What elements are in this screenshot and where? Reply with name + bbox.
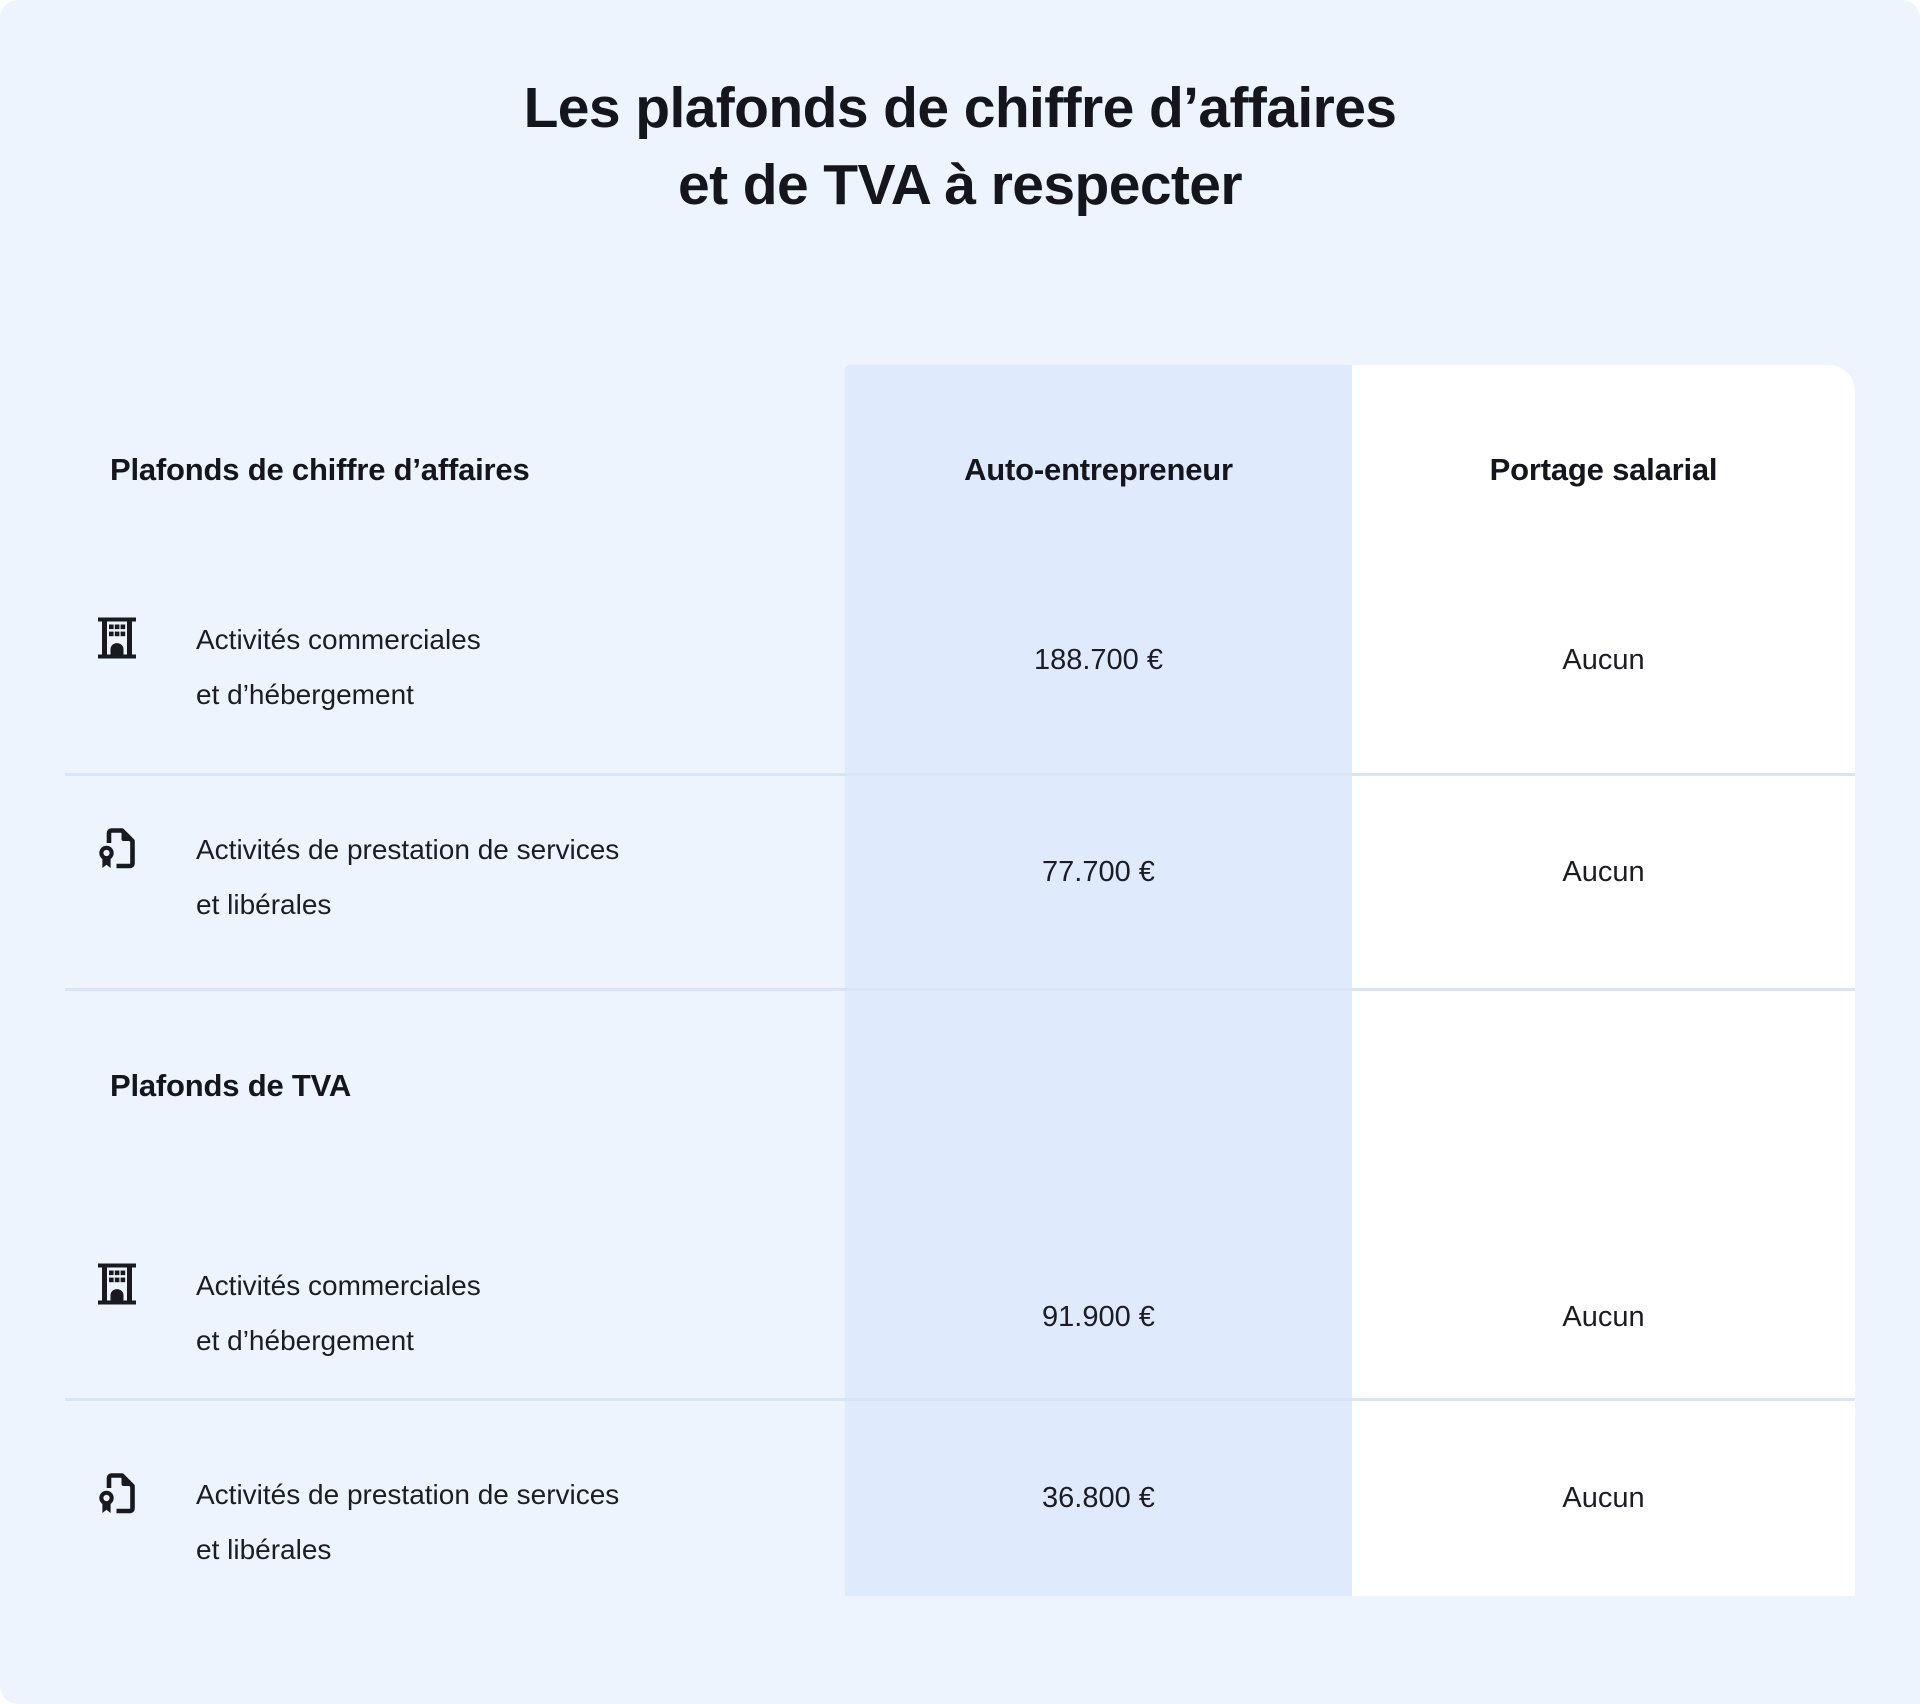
portage-salarial-column-background — [1352, 365, 1855, 1596]
auto-entrepreneur-column-background — [845, 365, 1352, 1596]
row-divider — [65, 988, 1855, 991]
building-icon — [93, 1260, 141, 1308]
row-divider — [65, 773, 1855, 776]
row-label-line2: et d’hébergement — [196, 679, 414, 710]
row-label-line2: et libérales — [196, 1534, 332, 1565]
row-label-prestation-services — [196, 1467, 619, 1577]
section-heading-chiffre-affaires: Plafonds de chiffre d’affaires — [110, 452, 530, 487]
row-label-line1: Activités commerciales — [196, 1270, 481, 1301]
row-label-line1: Activités de prestation de services — [196, 834, 620, 865]
certificate-icon — [93, 1469, 141, 1517]
column-header-portage-salarial: Portage salarial — [1489, 452, 1718, 487]
row-label-line2: et d’hébergement — [196, 1325, 414, 1356]
cell-ca-services-portage: Aucun — [1562, 856, 1645, 888]
cell-tva-services-portage: Aucun — [1562, 1482, 1645, 1514]
cell-ca-commercial-portage: Aucun — [1562, 644, 1645, 676]
row-label-line1: Activités de prestation de services — [196, 1479, 620, 1510]
row-label-line2: et libérales — [196, 889, 332, 920]
row-label-activites-commerciales — [196, 612, 481, 722]
cell-tva-commercial-auto: 91.900 € — [1042, 1301, 1155, 1333]
row-label-line1: Activités commerciales — [196, 624, 481, 655]
page-title-line1: Les plafonds de chiffre d’affaires — [523, 76, 1397, 140]
certificate-icon — [93, 824, 141, 872]
cell-tva-commercial-portage: Aucun — [1562, 1301, 1645, 1333]
row-divider — [65, 1398, 1855, 1401]
cell-ca-commercial-auto: 188.700 € — [1033, 644, 1163, 676]
section-heading-tva: Plafonds de TVA — [110, 1068, 352, 1103]
page-title-line2: et de TVA à respecter — [678, 153, 1242, 217]
cell-ca-services-auto: 77.700 € — [1042, 856, 1155, 888]
row-label-activites-commerciales — [196, 1258, 481, 1368]
column-header-auto-entrepreneur: Auto-entrepreneur — [964, 452, 1233, 487]
page-title — [0, 70, 1920, 224]
building-icon — [93, 614, 141, 662]
row-label-prestation-services — [196, 822, 619, 932]
cell-tva-services-auto: 36.800 € — [1042, 1482, 1155, 1514]
